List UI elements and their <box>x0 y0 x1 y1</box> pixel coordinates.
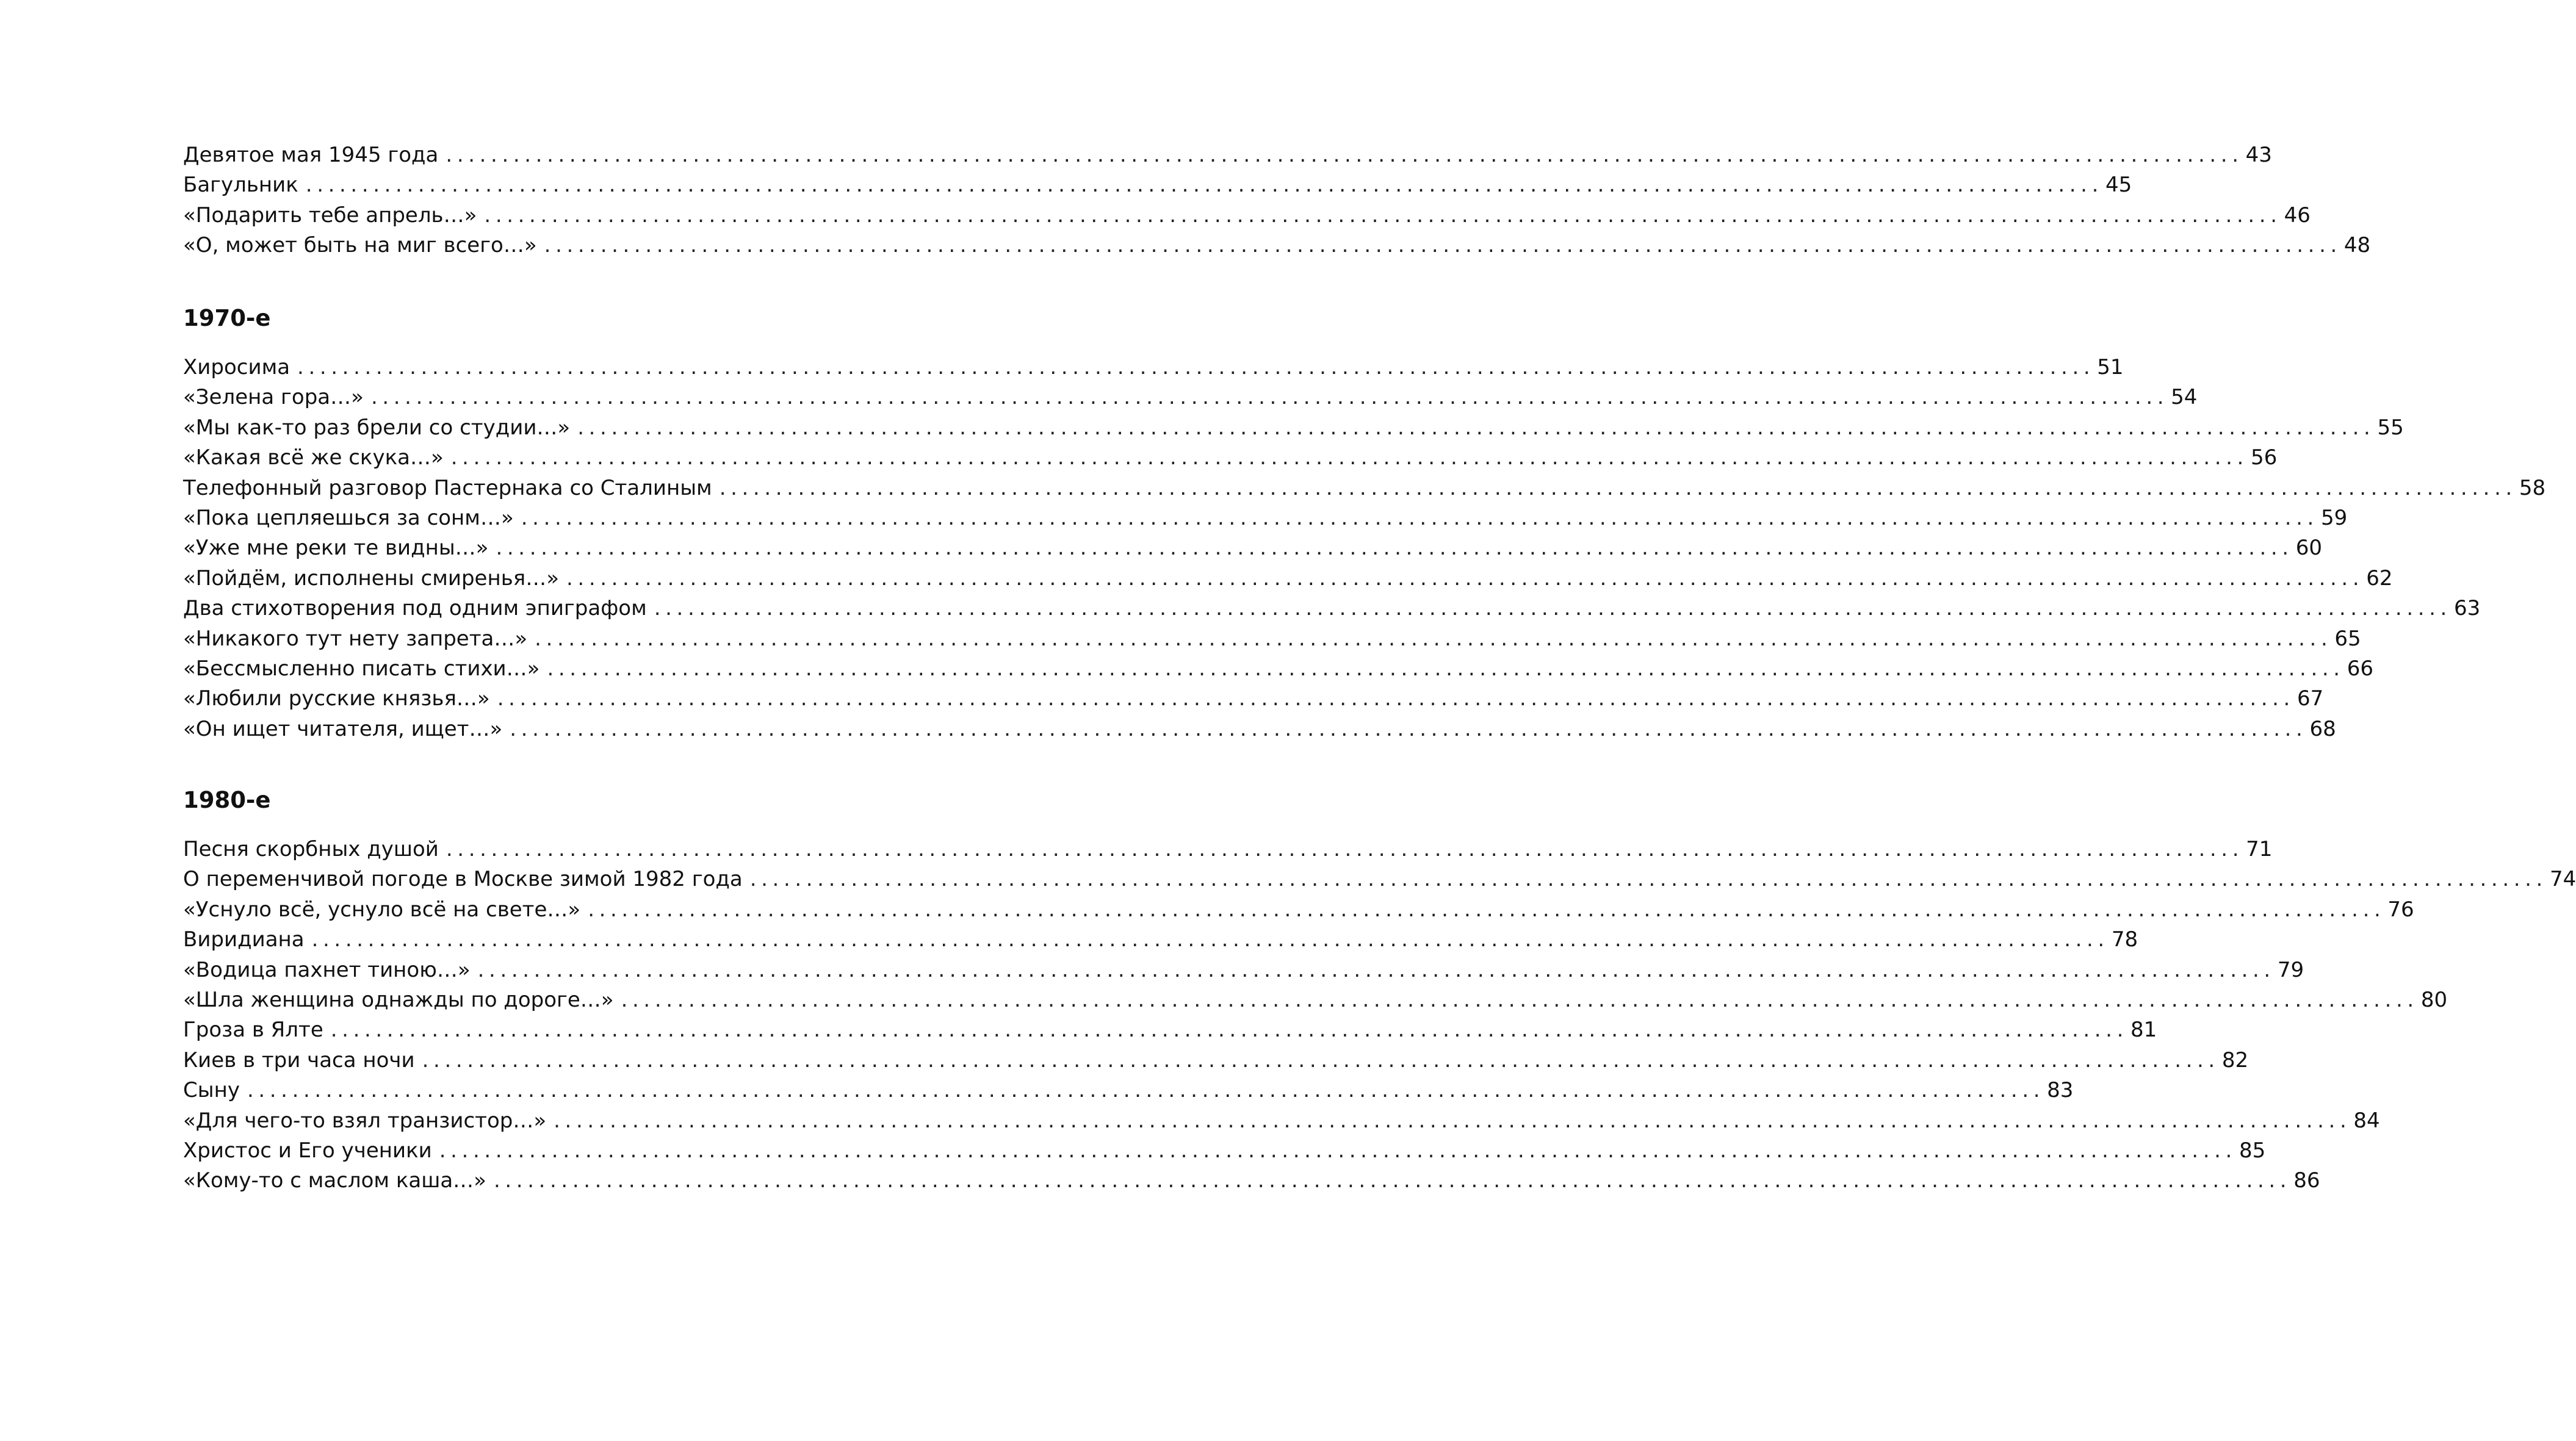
section-heading-1980s: 1980-е <box>183 787 271 813</box>
toc-entry-page: 45 <box>2105 173 2132 198</box>
dot-leader: ................................................................................................................................................................ <box>311 927 2109 952</box>
toc-entry[interactable] <box>183 201 2311 231</box>
toc-entry-page: 43 <box>2245 143 2272 167</box>
dot-leader: ................................................................................................................................................................ <box>446 837 2244 861</box>
section-heading-1970s: 1970-е <box>183 305 271 331</box>
toc-entry-page: 83 <box>2047 1078 2074 1103</box>
toc-entry-title: «Подарить тебе апрель…» <box>183 203 477 228</box>
toc-entry-title: Девятое мая 1945 года <box>183 143 439 167</box>
toc-entry-page: 65 <box>2334 626 2361 651</box>
toc-entry-page: 66 <box>2347 656 2373 681</box>
dot-leader: ................................................................................................................................................................ <box>305 173 2103 198</box>
dot-leader: ................................................................................................................................................................ <box>422 1048 2220 1073</box>
toc-entry-title: Телефонный разговор Пастернака со Сталиным <box>183 475 712 500</box>
dot-leader: ................................................................................................................................................................ <box>496 536 2293 561</box>
toc-entry[interactable] <box>183 835 2273 864</box>
toc-entry[interactable] <box>183 684 2324 714</box>
dot-leader: ................................................................................................................................................................ <box>484 203 2282 228</box>
toc-entry[interactable] <box>183 353 2124 383</box>
toc-entry-title: «Кому-то с маслом каша…» <box>183 1168 486 1193</box>
toc-entry-title: «Шла женщина однажды по дороге…» <box>183 987 614 1012</box>
toc-entry[interactable] <box>183 533 2322 563</box>
dot-leader: ................................................................................................................................................................ <box>330 1018 2128 1043</box>
toc-entry-page: 54 <box>2171 385 2198 410</box>
toc-entry-page: 76 <box>2387 897 2414 922</box>
toc-entry-page: 85 <box>2239 1138 2266 1163</box>
toc-entry-page: 78 <box>2111 927 2138 952</box>
toc-entry-title: «Зелена гора…» <box>183 385 364 410</box>
toc-entry-page: 56 <box>2250 445 2278 470</box>
toc-entry[interactable] <box>183 473 2546 503</box>
toc-entry[interactable] <box>183 985 2448 1015</box>
toc-entry[interactable] <box>183 383 2198 412</box>
toc-entry-title: «Он ищет читателя, ищет…» <box>183 716 503 741</box>
toc-entry[interactable] <box>183 413 2404 443</box>
toc-entry-title: «Любили русские князья…» <box>183 686 490 711</box>
dot-leader: ................................................................................................................................................................ <box>749 867 2547 892</box>
dot-leader: ................................................................................................................................................................ <box>510 716 2307 741</box>
toc-entry-title: Багульник <box>183 173 298 198</box>
toc-entry[interactable] <box>183 1166 2320 1196</box>
toc-entry-title: «Мы как-то раз брели со студии…» <box>183 415 571 440</box>
toc-entry-title: Два стихотворения под одним эпиграфом <box>183 596 647 621</box>
dot-leader: ................................................................................................................................................................ <box>547 656 2345 681</box>
toc-entry-page: 60 <box>2295 536 2322 561</box>
toc-entry-page: 62 <box>2366 566 2393 591</box>
toc-entry-page: 46 <box>2284 203 2311 228</box>
toc-entry-page: 68 <box>2309 716 2336 741</box>
toc-entry-title: «Бессмысленно писать стихи…» <box>183 656 540 681</box>
toc-entry-page: 79 <box>2277 957 2304 982</box>
dot-leader: ................................................................................................................................................................ <box>654 596 2452 621</box>
dot-leader: ................................................................................................................................................................ <box>566 566 2364 591</box>
toc-entry[interactable] <box>183 654 2373 684</box>
toc-entry[interactable] <box>183 443 2278 473</box>
dot-leader: ................................................................................................................................................................ <box>554 1108 2351 1133</box>
toc-entry-title: «Уснуло всё, уснуло всё на свете…» <box>183 897 581 922</box>
dot-leader: ................................................................................................................................................................ <box>493 1168 2292 1193</box>
dot-leader: ................................................................................................................................................................ <box>521 505 2318 530</box>
toc-entry[interactable] <box>183 1136 2266 1166</box>
toc-entry[interactable] <box>183 955 2304 985</box>
toc-entry[interactable] <box>183 1046 2249 1076</box>
toc-entry-title: «Водица пахнет тиною…» <box>183 957 471 982</box>
toc-entry-title: «Пока цепляешься за сонм…» <box>183 505 514 530</box>
dot-leader: ................................................................................................................................................................ <box>370 385 2169 410</box>
toc-entry[interactable] <box>183 170 2132 200</box>
toc-entry-page: 63 <box>2453 596 2481 621</box>
toc-entry-page: 86 <box>2293 1168 2320 1193</box>
dot-leader: ................................................................................................................................................................ <box>497 686 2295 711</box>
dot-leader: ................................................................................................................................................................ <box>450 445 2248 470</box>
toc-entry-title: О переменчивой погоде в Москве зимой 1982 года <box>183 867 743 892</box>
toc-entry-page: 67 <box>2296 686 2324 711</box>
toc-entry[interactable] <box>183 1106 2380 1136</box>
toc-entry-page: 84 <box>2353 1108 2380 1133</box>
dot-leader: ................................................................................................................................................................ <box>446 143 2243 167</box>
dot-leader: ................................................................................................................................................................ <box>477 957 2275 982</box>
toc-entry[interactable] <box>183 895 2414 925</box>
dot-leader: ................................................................................................................................................................ <box>588 897 2386 922</box>
toc-entry[interactable] <box>183 624 2361 654</box>
toc-entry-page: 71 <box>2246 837 2273 861</box>
toc-entry-title: «О, может быть на миг всего…» <box>183 233 537 258</box>
toc-entry[interactable] <box>183 564 2393 594</box>
toc-group-intro <box>183 140 2371 261</box>
dot-leader: ................................................................................................................................................................ <box>247 1078 2045 1103</box>
toc-entry[interactable] <box>183 594 2481 623</box>
toc-entry-page: 80 <box>2420 987 2448 1012</box>
toc-entry-title: «Уже мне реки те видны…» <box>183 536 489 561</box>
toc-entry[interactable] <box>183 231 2371 261</box>
toc-entry[interactable] <box>183 140 2272 170</box>
toc-entry-title: «Пойдём, исполнены смиренья…» <box>183 566 560 591</box>
toc-entry-title: Сыну <box>183 1078 240 1103</box>
toc-entry[interactable] <box>183 714 2336 744</box>
toc-entry-title: Хиросима <box>183 355 290 379</box>
dot-leader: ................................................................................................................................................................ <box>544 233 2342 258</box>
toc-entry-title: Христос и Его ученики <box>183 1138 432 1163</box>
toc-entry-title: Виридиана <box>183 927 305 952</box>
dot-leader: ................................................................................................................................................................ <box>719 475 2517 500</box>
toc-entry-page: 55 <box>2377 415 2404 440</box>
toc-entry[interactable] <box>183 1076 2074 1105</box>
toc-entry-title: Гроза в Ялте <box>183 1018 323 1043</box>
toc-entry-page: 58 <box>2519 475 2546 500</box>
toc-entry-title: «Какая всё же скука…» <box>183 445 444 470</box>
dot-leader: ................................................................................................................................................................ <box>577 415 2375 440</box>
toc-entry-title: Киев в три часа ночи <box>183 1048 415 1073</box>
dot-leader: ................................................................................................................................................................ <box>535 626 2332 651</box>
toc-group-1970s <box>183 353 2546 744</box>
toc-entry-page: 48 <box>2343 233 2371 258</box>
toc-entry-title: «Никакого тут нету запрета…» <box>183 626 528 651</box>
dot-leader: ................................................................................................................................................................ <box>297 355 2095 379</box>
toc-entry-page: 51 <box>2097 355 2124 379</box>
toc-entry-title: «Для чего-то взял транзистор…» <box>183 1108 547 1133</box>
toc-entry-page: 82 <box>2221 1048 2249 1073</box>
toc-entry-page: 74 <box>2549 867 2576 892</box>
toc-group-1980s <box>183 835 2576 1196</box>
dot-leader: ................................................................................................................................................................ <box>439 1138 2237 1163</box>
toc-entry-title: Песня скорбных душой <box>183 837 439 861</box>
toc-entry[interactable] <box>183 1015 2157 1045</box>
toc-entry[interactable] <box>183 925 2138 955</box>
dot-leader: ................................................................................................................................................................ <box>621 987 2419 1012</box>
toc-entry[interactable] <box>183 864 2576 894</box>
toc-entry[interactable] <box>183 503 2348 533</box>
toc-entry-page: 81 <box>2130 1018 2157 1043</box>
toc-entry-page: 59 <box>2320 505 2348 530</box>
